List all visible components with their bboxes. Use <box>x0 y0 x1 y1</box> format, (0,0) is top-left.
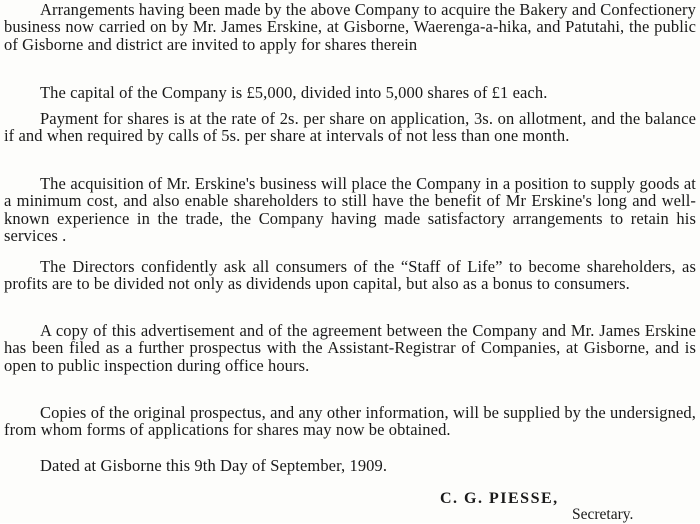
paragraph-capital: The capital of the Company is £5,000, divided into 5,000 shares of £1 each. <box>40 83 548 102</box>
signatory-name: C. G. PIESSE, <box>440 490 559 507</box>
paragraph-directors: The Directors confidently ask all consumers of the “Staff of Life” to become shareholders, as profits are to be divided not only as dividends upon capital, but also as a bonus to consumers. <box>4 257 696 294</box>
paragraph-dated: Dated at Gisborne this 9th Day of September, 1909. <box>40 456 388 475</box>
paragraph-payment: Payment for shares is at the rate of 2s. per share on application, 3s. on allotment, and the balance if and when required by calls of 5s. per share at intervals of not less than one month. <box>4 109 696 146</box>
signatory-title: Secretary. <box>572 506 634 523</box>
paragraph-copies: Copies of the original prospectus, and any other information, will be supplied by the undersigned, from whom forms of applications for shares may now be obtained. <box>4 403 696 440</box>
paragraph-prospectus: A copy of this advertisement and of the agreement between the Company and Mr. James Erskine has been filed as a further prospectus with the Assistant-Registrar of Companies, at Gisborne, and is open to public inspection during office hours. <box>4 321 696 375</box>
paragraph-acquisition: The acquisition of Mr. Erskine's business will place the Company in a position to supply goods at a minimum cost, and also enable shareholders to still have the benefit of Mr Erskine's long and well-known experience in the trade, the Company having made satisfactory arrangements to retain his services . <box>4 174 696 246</box>
paragraph-arrangements: Arrangements having been made by the above Company to acquire the Bakery and Confectionery business now carried on by Mr. James Erskine, at Gisborne, Waerenga-a-hika, and Patutahi, the public of Gisborne and district are invited to apply for shares therein <box>4 0 696 54</box>
